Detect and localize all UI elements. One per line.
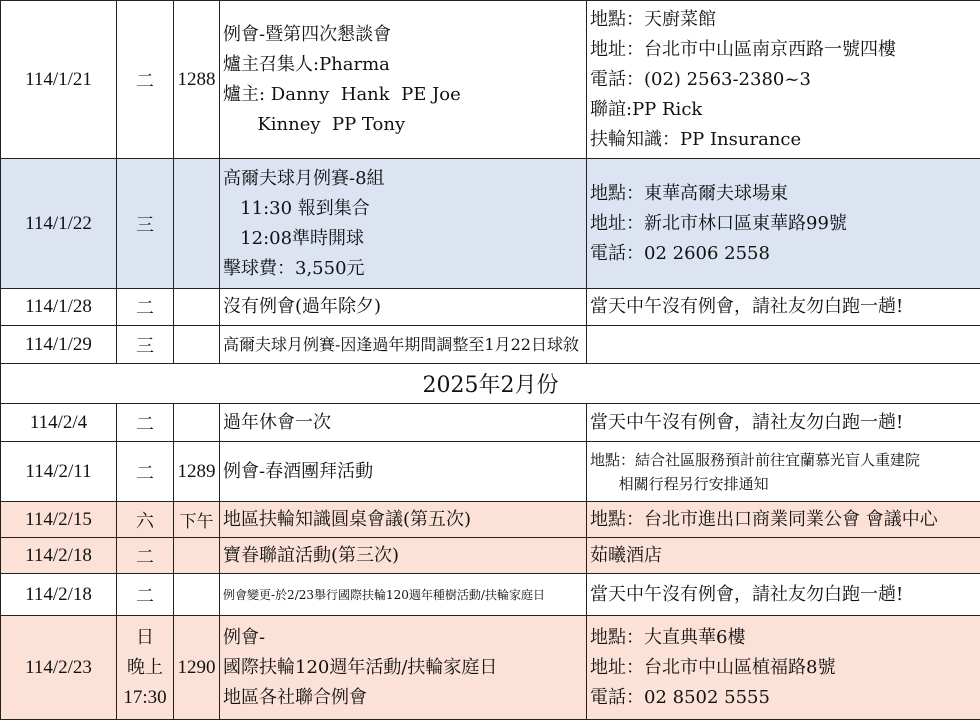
info-line: 當天中午沒有例會，請社友勿白跑一趟! (590, 583, 904, 605)
event-cell (220, 442, 587, 502)
info-cell (587, 326, 980, 364)
event-cell (220, 538, 587, 574)
table-row (1, 574, 980, 616)
event-line: Kinney PP Tony (223, 113, 406, 135)
date-cell: 114/2/15 (1, 502, 117, 538)
event-line: 爐主: Danny Hank PE Joe (223, 83, 461, 105)
info-line: 地點：天廚菜館 (590, 8, 716, 30)
date-cell: 114/2/18 (1, 574, 117, 616)
info-line: 地點：東華高爾夫球場東 (590, 182, 788, 204)
info-line: 地址：台北市中山區南京西路一號四樓 (590, 38, 896, 60)
event-line: 沒有例會(過年除夕) (223, 296, 382, 317)
weekday-cell: 二 (117, 1, 174, 159)
event-cell (220, 574, 587, 616)
event-line: 地區扶輪知識圓桌會議(第五次) (223, 508, 472, 530)
date-cell: 114/1/29 (1, 326, 117, 364)
event-cell (220, 326, 587, 364)
weekday-cell: 三 (117, 159, 174, 289)
info-line: 電話：(02) 2563-2380~3 (590, 68, 811, 90)
meeting-number-cell: 1288 (174, 1, 220, 159)
event-line: 11:30 報到集合 (223, 197, 370, 219)
meeting-number-cell (174, 159, 220, 289)
event-line: 例會-春酒團拜活動 (223, 460, 374, 482)
table-row (1, 289, 980, 326)
date-cell: 114/1/28 (1, 289, 117, 326)
weekday-cell: 二 (117, 289, 174, 326)
info-cell (587, 404, 980, 442)
info-line: 地點：台北市進出口商業同業公會 會議中心 (590, 508, 938, 530)
date-cell: 114/2/4 (1, 404, 117, 442)
info-line: 地點：結合社區服務預計前往宜蘭慕光盲人重建院 (590, 450, 921, 469)
table-row (1, 1, 980, 159)
meeting-number-cell: 下午 (174, 502, 220, 538)
meeting-number-cell (174, 289, 220, 326)
month-header-row (1, 364, 980, 404)
event-line: 高爾夫球月例賽-8組 (223, 167, 385, 189)
weekday-cell (117, 616, 174, 720)
table-row (1, 616, 980, 720)
info-cell (587, 159, 980, 289)
meeting-number-cell: 1290 (174, 616, 220, 720)
event-line: 寶眷聯誼活動(第三次) (223, 544, 400, 566)
event-cell (220, 1, 587, 159)
weekday-cell: 二 (117, 574, 174, 616)
event-line: 例會- (223, 626, 266, 648)
table-row (1, 326, 980, 364)
event-line: 擊球費：3,550元 (223, 257, 365, 279)
info-line: 當天中午沒有例會，請社友勿白跑一趟! (590, 411, 904, 433)
info-line: 扶輪知識：PP Insurance (590, 128, 802, 150)
event-line: 12:08準時開球 (223, 227, 365, 249)
event-line: 國際扶輪120週年活動/扶輪家庭日 (223, 656, 498, 678)
time-label: 晚上 (127, 656, 163, 678)
table-row (1, 442, 980, 502)
meeting-number-cell (174, 326, 220, 364)
event-line: 例會變更-於2/23舉行國際扶輪120週年種樹活動/扶輪家庭日 (223, 587, 545, 602)
event-cell (220, 404, 587, 442)
info-line: 聯誼:PP Rick (590, 98, 703, 120)
date-cell: 114/2/18 (1, 538, 117, 574)
event-cell (220, 616, 587, 720)
event-cell (220, 159, 587, 289)
meeting-number-cell (174, 404, 220, 442)
date-cell: 114/2/11 (1, 442, 117, 502)
time-value: 17:30 (123, 686, 167, 708)
info-line: 電話：02 8502 5555 (590, 686, 770, 708)
info-cell (587, 289, 980, 326)
info-line: 地址：新北市林口區東華路99號 (590, 212, 847, 234)
info-cell (587, 538, 980, 574)
table-row (1, 502, 980, 538)
date-cell: 114/1/22 (1, 159, 117, 289)
event-line: 過年休會一次 (223, 411, 331, 433)
event-cell (220, 289, 587, 326)
event-line: 爐主召集人:Pharma (223, 53, 390, 75)
weekday-cell: 三 (117, 326, 174, 364)
info-line: 電話：02 2606 2558 (590, 242, 770, 264)
event-line: 例會-暨第四次懇談會 (223, 23, 392, 45)
meeting-number-cell (174, 538, 220, 574)
weekday-line: 日 (136, 626, 154, 648)
weekday-cell: 二 (117, 538, 174, 574)
info-line: 茹曦酒店 (590, 544, 662, 566)
info-cell (587, 442, 980, 502)
info-line: 地址：台北市中山區植福路8號 (590, 656, 836, 678)
weekday-cell: 二 (117, 404, 174, 442)
info-cell (587, 574, 980, 616)
meeting-number-cell (174, 574, 220, 616)
info-cell (587, 502, 980, 538)
date-cell: 114/2/23 (1, 616, 117, 720)
weekday-cell: 六 (117, 502, 174, 538)
table-row (1, 159, 980, 289)
event-line: 高爾夫球月例賽-因逢過年期間調整至1月22日球敘 (223, 334, 579, 354)
event-line: 地區各社聯合例會 (223, 686, 367, 708)
month-header: 2025年2月份 (1, 364, 980, 404)
info-cell (587, 1, 980, 159)
weekday-cell: 二 (117, 442, 174, 502)
meeting-number-cell: 1289 (174, 442, 220, 502)
event-cell (220, 502, 587, 538)
date-cell: 114/1/21 (1, 1, 117, 159)
info-cell (587, 616, 980, 720)
table-row (1, 538, 980, 574)
table-row (1, 404, 980, 442)
info-line: 當天中午沒有例會，請社友勿白跑一趟! (590, 296, 904, 317)
info-line: 相關行程另行安排通知 (590, 474, 769, 493)
info-line: 地點：大直典華6樓 (590, 626, 746, 648)
